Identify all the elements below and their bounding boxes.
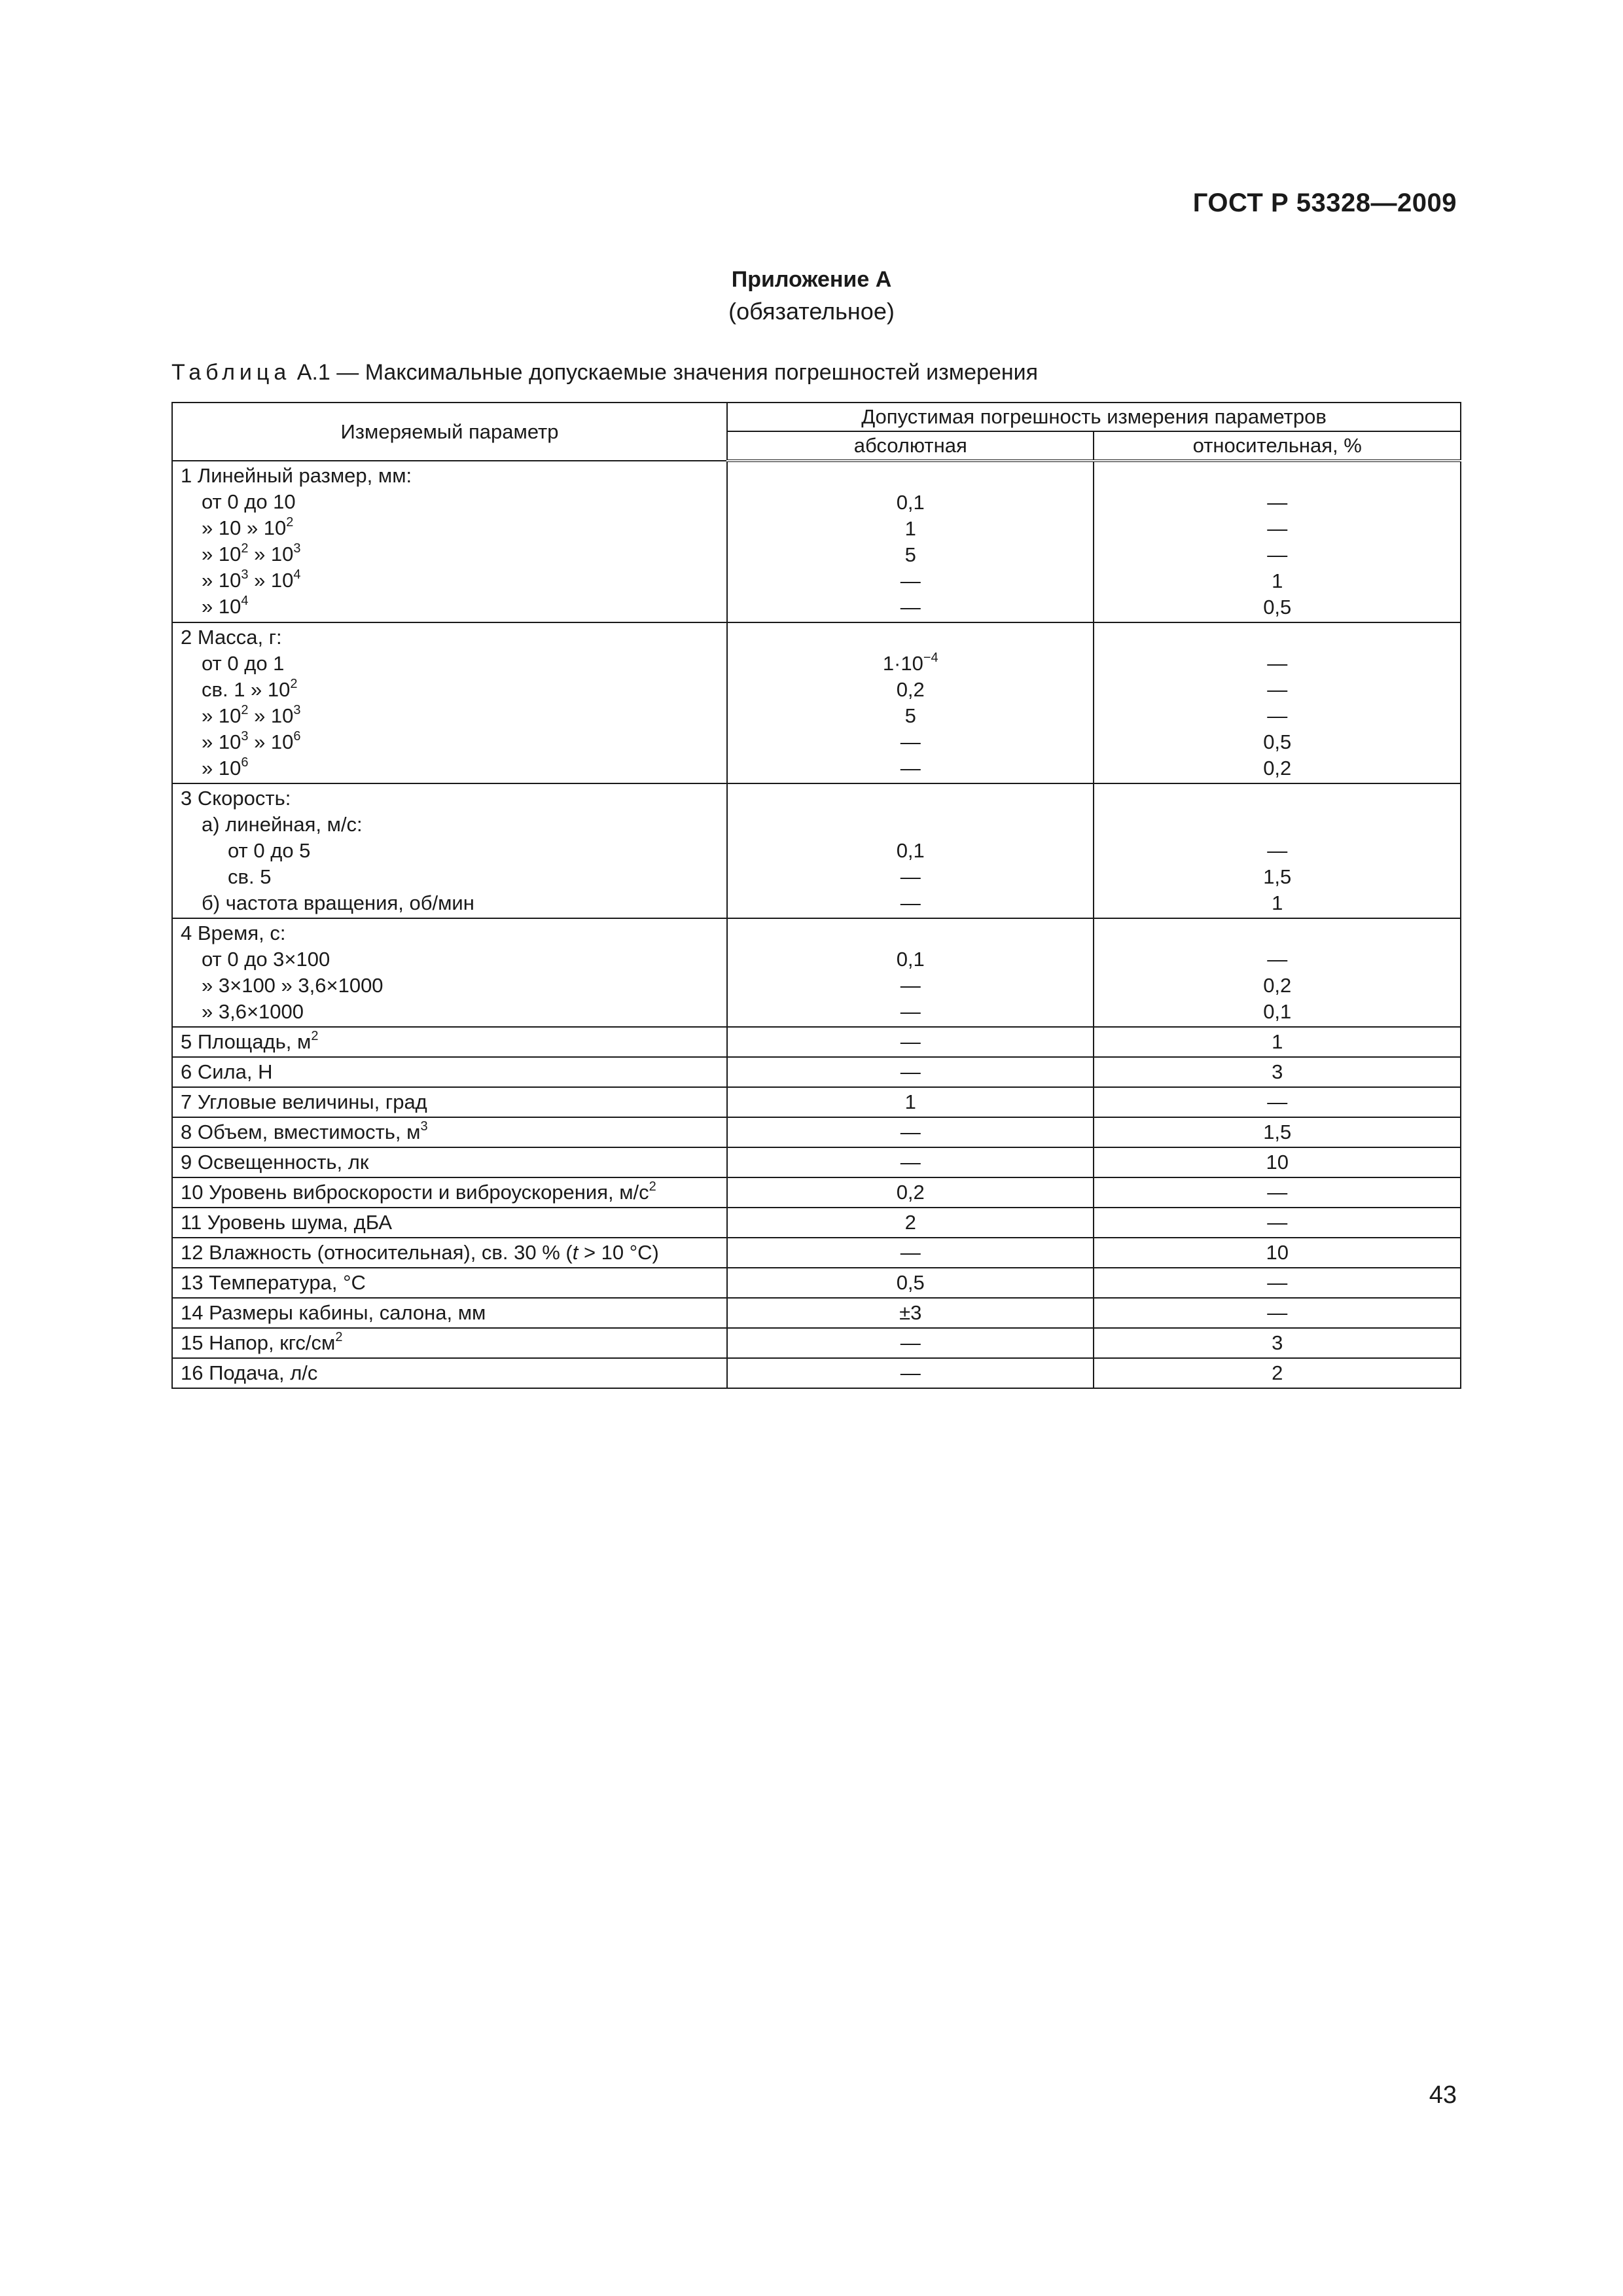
table-row	[172, 1208, 1461, 1238]
header-parameter: Измеряемый параметр	[172, 403, 727, 461]
absolute-cell: —	[727, 1238, 1094, 1268]
table-row	[172, 1328, 1461, 1358]
caption-number: А.1	[296, 360, 330, 385]
absolute-cell: —	[727, 1328, 1094, 1358]
parameter-cell: 14 Размеры кабины, салона, мм	[172, 1298, 727, 1328]
header-relative: относительная, %	[1094, 431, 1461, 461]
table-row	[172, 1027, 1461, 1057]
absolute-cell: —	[727, 1027, 1094, 1057]
parameter-cell: 7 Угловые величины, град	[172, 1087, 727, 1117]
relative-cell: 10	[1094, 1238, 1461, 1268]
relative-cell: 1,5	[1094, 1117, 1461, 1147]
absolute-cell: 0,1 — —	[727, 918, 1094, 1027]
table-row	[172, 461, 1461, 622]
relative-cell: —	[1094, 1177, 1461, 1208]
parameter-cell: 13 Температура, °С	[172, 1268, 727, 1298]
relative-cell: — — — 1 0,5	[1094, 461, 1461, 622]
relative-cell: —	[1094, 1268, 1461, 1298]
table-caption	[171, 360, 1038, 386]
parameter-cell: 2 Масса, г: от 0 до 1 св. 1 » $10^2$ » $10^2$ » $10^3$ » $10^3$ » $10^6$ » $10^6$	[172, 622, 727, 783]
relative-cell: 2	[1094, 1358, 1461, 1388]
relative-cell: 1	[1094, 1027, 1461, 1057]
document-number: ГОСТ Р 53328—2009	[1192, 188, 1457, 217]
parameter-cell: 15 Напор, кгс/$см^2$	[172, 1328, 727, 1358]
absolute-cell: 0,5	[727, 1268, 1094, 1298]
parameter-cell: 12 Влажность (относительная), св. 30 % (t > 10 °С)	[172, 1238, 727, 1268]
table-row	[172, 1298, 1461, 1328]
table-row	[172, 1057, 1461, 1087]
absolute-cell: 2	[727, 1208, 1094, 1238]
page-number: 43	[1429, 2081, 1457, 2109]
header-error-group: Допустимая погрешность измерения параметров	[727, 403, 1461, 431]
table-row	[172, 1238, 1461, 1268]
table-row	[172, 1268, 1461, 1298]
header-absolute: абсолютная	[727, 431, 1094, 461]
table-row	[172, 1358, 1461, 1388]
relative-cell: 10	[1094, 1147, 1461, 1177]
absolute-cell: 1	[727, 1087, 1094, 1117]
caption-text: — Максимальные допускаемые значения погрешностей измерения	[330, 360, 1039, 385]
absolute-cell: —	[727, 1057, 1094, 1087]
relative-cell: —	[1094, 1298, 1461, 1328]
absolute-cell: ±3	[727, 1298, 1094, 1328]
table-row	[172, 783, 1461, 918]
parameter-cell: 6 Сила, Н	[172, 1057, 727, 1087]
absolute-cell: —	[727, 1147, 1094, 1177]
parameter-cell: 1 Линейный размер, мм: от 0 до 10 » 10 » $10^2$ » $10^2$ » $10^3$ » $10^3$ » $10^4$ » $10^4$	[172, 461, 727, 622]
appendix-subtitle: (обязательное)	[728, 298, 895, 325]
table-row	[172, 918, 1461, 1027]
absolute-cell: 0,1 — —	[727, 783, 1094, 918]
table-row	[172, 1087, 1461, 1117]
parameter-cell: 11 Уровень шума, дБА	[172, 1208, 727, 1238]
relative-cell: 3	[1094, 1057, 1461, 1087]
table-row	[172, 1117, 1461, 1147]
parameter-cell: 16 Подача, л/с	[172, 1358, 727, 1388]
table-header-row	[172, 403, 1461, 431]
parameter-cell: 9 Освещенность, лк	[172, 1147, 727, 1177]
table-row	[172, 1147, 1461, 1177]
relative-cell: — 1,5 1	[1094, 783, 1461, 918]
relative-cell: 3	[1094, 1328, 1461, 1358]
absolute-cell: —	[727, 1117, 1094, 1147]
relative-cell: — 0,2 0,1	[1094, 918, 1461, 1027]
relative-cell: — — — 0,5 0,2	[1094, 622, 1461, 783]
parameter-cell: 5 Площадь, $м^2$	[172, 1027, 727, 1057]
relative-cell: —	[1094, 1208, 1461, 1238]
appendix-title: Приложение А	[731, 267, 892, 292]
caption-label: Таблица	[171, 360, 291, 385]
parameter-cell: 3 Скорость: а) линейная, м/с: от 0 до 5 св. 5 б) частота вращения, об/мин	[172, 783, 727, 918]
table-row	[172, 1177, 1461, 1208]
relative-cell: —	[1094, 1087, 1461, 1117]
parameter-cell: 8 Объем, вместимость, $м^3$	[172, 1117, 727, 1147]
parameter-cell: 10 Уровень виброскорости и виброускорения, $м/с^2$	[172, 1177, 727, 1208]
absolute-cell: —	[727, 1358, 1094, 1388]
absolute-cell: $1\cdot 10^{-4}$ 0,2 5 — —	[727, 622, 1094, 783]
error-limits-table	[171, 402, 1461, 1389]
absolute-cell: 0,2	[727, 1177, 1094, 1208]
absolute-cell: 0,1 1 5 — —	[727, 461, 1094, 622]
table-row	[172, 622, 1461, 783]
parameter-cell: 4 Время, с: от 0 до 3×100 » 3×100 » 3,6×1000 » 3,6×1000	[172, 918, 727, 1027]
